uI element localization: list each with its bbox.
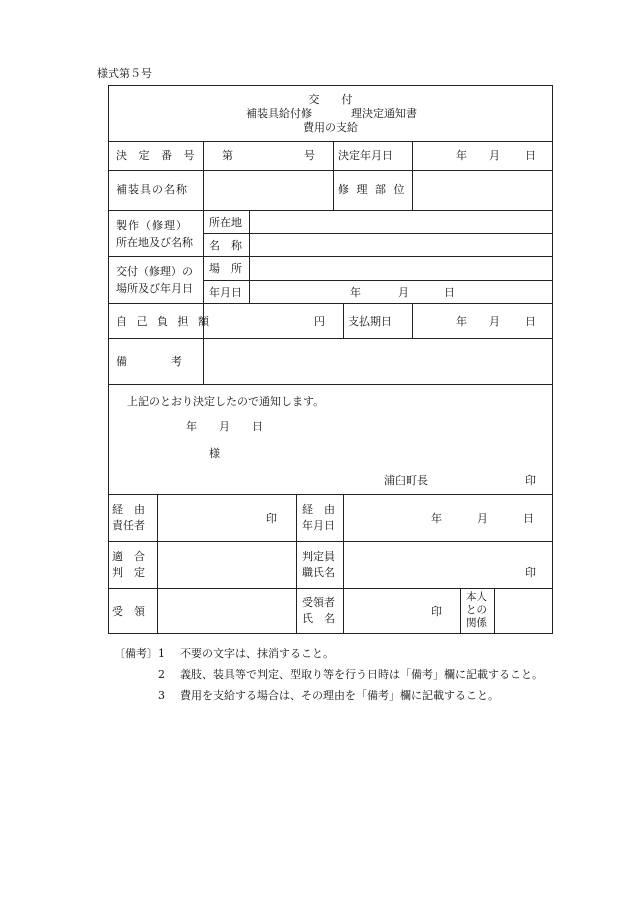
- via-date-label-1: 経 由: [302, 503, 335, 516]
- line: [108, 541, 553, 542]
- name-label: 名 称: [209, 239, 242, 252]
- fit-label-1: 適 合: [112, 550, 145, 563]
- line: [108, 338, 553, 339]
- issuer-seal: 印: [525, 474, 536, 487]
- line: [333, 141, 334, 210]
- maker-label-line-1: 製作（修理）: [116, 219, 188, 232]
- receiver-seal: 印: [431, 605, 442, 618]
- decision-date-label: 決定年月日: [338, 149, 393, 162]
- via-year-text: 年: [431, 512, 442, 525]
- pay-year-text: 年: [456, 315, 467, 328]
- line: [494, 588, 495, 634]
- note-3-number: 3: [158, 689, 165, 702]
- line: [460, 588, 461, 634]
- month-text: 月: [489, 149, 500, 162]
- line: [203, 141, 204, 384]
- remarks-label: 備 考: [116, 355, 182, 368]
- judge-seal: 印: [525, 566, 536, 579]
- issuer-name: 浦臼町長: [384, 474, 428, 487]
- line: [343, 494, 344, 634]
- line: [108, 588, 553, 589]
- delivery-year-text: 年: [350, 286, 361, 299]
- repair-part-label: 修 理 部 位: [338, 183, 407, 196]
- location-label: 所在地: [209, 216, 242, 229]
- year-text: 年: [456, 149, 467, 162]
- via-month-text: 月: [477, 512, 488, 525]
- day-text: 日: [525, 149, 536, 162]
- receiver-label-2: 氏 名: [302, 612, 335, 625]
- judge-label-2: 職氏名: [302, 566, 335, 579]
- judge-label-1: 判定員: [302, 550, 335, 563]
- via-date-label-2: 年月日: [302, 519, 335, 532]
- delivery-day-text: 日: [444, 286, 455, 299]
- fit-label-2: 判 定: [112, 566, 145, 579]
- title-line-3: 費用の支給: [303, 121, 358, 134]
- yen-text: 円: [314, 315, 325, 328]
- line: [204, 280, 553, 281]
- line: [108, 170, 553, 171]
- notes-label: 〔備考〕: [114, 647, 158, 660]
- title-line-2a: 補装具給付修: [246, 107, 312, 120]
- relation-label-2: との: [466, 604, 487, 616]
- line: [108, 141, 553, 142]
- line: [412, 303, 413, 338]
- notice-date: 年 月 日: [186, 420, 263, 433]
- relation-label-1: 本人: [466, 591, 487, 603]
- via-person-seal: 印: [266, 512, 277, 525]
- notice-sama: 様: [209, 447, 220, 460]
- note-2-number: 2: [158, 668, 165, 681]
- delivery-month-text: 月: [398, 286, 409, 299]
- via-person-label-1: 経 由: [112, 503, 145, 516]
- note-3-text: 費用を支給する場合は、その理由を「備考」欄に記載すること。: [180, 689, 499, 702]
- go-text: 号: [304, 149, 315, 162]
- title-line-1: 交 付: [308, 93, 353, 106]
- line: [249, 210, 250, 303]
- note-1-text: 不要の文字は、抹消すること。: [180, 647, 334, 660]
- line: [296, 494, 297, 634]
- pay-date-label: 支払期日: [348, 315, 392, 328]
- note-1-number: 1: [158, 647, 165, 660]
- title-line-2b: 理決定通知書: [351, 107, 417, 120]
- self-pay-label: 自 己 負 担 額: [116, 315, 212, 328]
- line: [343, 303, 344, 338]
- line: [108, 210, 553, 211]
- line: [412, 141, 413, 210]
- line: [108, 494, 553, 495]
- delivery-label-line-1: 交付（修理）の: [116, 265, 193, 278]
- place-label: 場 所: [209, 262, 242, 275]
- receipt-label: 受 領: [112, 605, 145, 618]
- form-number: 様式第５号: [97, 67, 152, 80]
- ymd-label: 年月日: [209, 286, 242, 299]
- delivery-label-line-2: 場所及び年月日: [116, 282, 193, 295]
- line: [204, 233, 553, 234]
- pay-month-text: 月: [489, 315, 500, 328]
- line: [108, 303, 553, 304]
- line: [108, 384, 553, 385]
- line: [157, 494, 158, 634]
- note-2-text: 義肢、装具等で判定、型取り等を行う日時は「備考」欄に記載すること。: [180, 668, 543, 681]
- decision-number-label: 決 定 番 号: [116, 149, 199, 162]
- via-day-text: 日: [523, 512, 534, 525]
- receiver-label-1: 受領者: [302, 596, 335, 609]
- dai-text: 第: [222, 149, 233, 162]
- pay-day-text: 日: [525, 315, 536, 328]
- relation-label-3: 関係: [466, 617, 487, 629]
- device-name-label: 補装具の名称: [116, 183, 188, 196]
- line: [108, 256, 553, 257]
- via-person-label-2: 責任者: [112, 519, 145, 532]
- notice-text: 上記のとおり決定したので通知します。: [127, 395, 325, 408]
- maker-label-line-2: 所在地及び名称: [116, 236, 193, 249]
